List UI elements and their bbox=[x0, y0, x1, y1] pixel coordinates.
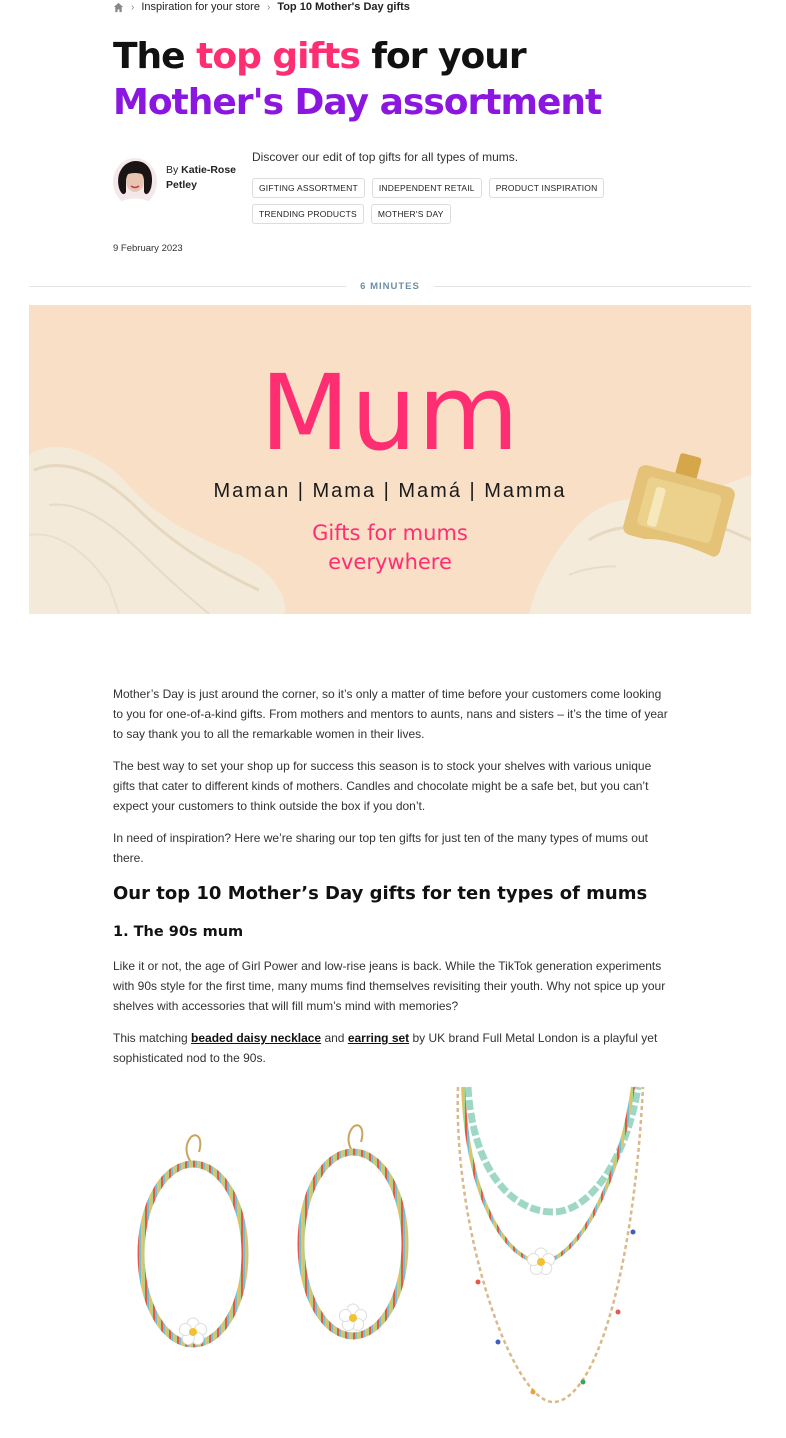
author-byline bbox=[166, 163, 246, 193]
author-portrait bbox=[113, 158, 157, 206]
hero-title: Mum bbox=[260, 352, 520, 474]
hero-tagline bbox=[29, 519, 751, 577]
hero-tagline-line1: Gifts for mums bbox=[312, 521, 468, 545]
title-part1: The bbox=[113, 36, 197, 77]
avatar[interactable] bbox=[113, 158, 157, 206]
read-time: 6 MINUTES bbox=[360, 280, 420, 292]
daisy-jewelry-illustration bbox=[113, 1082, 673, 1412]
hero-languages: Maman | Mama | Mamá | Mamma bbox=[213, 480, 567, 502]
author-block bbox=[113, 158, 246, 206]
earring-set-link[interactable]: earring set bbox=[347, 1031, 410, 1045]
article-paragraph: In need of inspiration? Here we’re sharing our top ten gifts for just ten of the many types of mums out there. bbox=[113, 831, 648, 865]
divider-line bbox=[29, 286, 346, 287]
paragraph-text: and bbox=[321, 1031, 348, 1045]
home-icon[interactable] bbox=[113, 2, 124, 13]
breadcrumb-current: Top 10 Mother's Day gifts bbox=[277, 1, 410, 13]
section-heading: Our top 10 Mother’s Day gifts for ten types of mums bbox=[113, 883, 648, 904]
title-highlight: top gifts bbox=[196, 36, 360, 77]
article-paragraph: The best way to set your shop up for success this season is to stock your shelves with various unique gifts that cater to different kinds of mothers. Candles and chocolate might be a safe bet, but you can’t expect your customers to think outside the box if you don’t. bbox=[113, 759, 652, 813]
author-name-link[interactable]: Katie-Rose Petley bbox=[166, 164, 237, 191]
title-part3: for your bbox=[359, 36, 526, 77]
chevron-right-icon: › bbox=[131, 1, 135, 13]
tag-list bbox=[252, 178, 612, 224]
subsection-heading: 1. The 90s mum bbox=[113, 924, 244, 940]
publish-date: 9 February 2023 bbox=[113, 243, 183, 254]
article-intro: Discover our edit of top gifts for all types of mums. bbox=[252, 150, 519, 164]
necklace-link[interactable]: beaded daisy necklace bbox=[191, 1031, 322, 1045]
chevron-right-icon: › bbox=[266, 1, 271, 13]
tag-gifting-assortment[interactable]: GIFTING ASSORTMENT bbox=[252, 178, 365, 198]
title-line2: Mother's Day assortment bbox=[113, 82, 602, 123]
article-paragraph bbox=[113, 1028, 673, 1068]
breadcrumb bbox=[113, 0, 410, 14]
read-time-divider bbox=[29, 279, 751, 293]
product-image bbox=[113, 1082, 673, 1412]
breadcrumb-link-inspiration[interactable]: Inspiration for your store bbox=[141, 1, 260, 13]
article-paragraph: Mother’s Day is just around the corner, so it’s only a matter of time before your customers come looking to you for one-of-a-kind gifts. From mothers and mentors to aunts, nans and sisters – it’s the time of year to say thank you to all the remarkable women in their lives. bbox=[113, 687, 668, 741]
page-title bbox=[113, 34, 753, 126]
article-paragraph: Like it or not, the age of Girl Power and low-rise jeans is back. While the TikTok generation experiments with 90s style for the first time, many mums find themselves revisiting their youth. Why not spice up your shelves with accessories that will fill mum’s mind with memories? bbox=[113, 959, 666, 1013]
paragraph-text: by UK brand Full Metal London is a playful yet sophisticated nod to the 90s. bbox=[113, 1031, 658, 1065]
tag-mothers-day[interactable]: MOTHER'S DAY bbox=[371, 204, 451, 224]
divider-line bbox=[434, 286, 751, 287]
tag-trending-products[interactable]: TRENDING PRODUCTS bbox=[252, 204, 364, 224]
paragraph-text: This matching bbox=[113, 1031, 192, 1045]
hero-banner bbox=[29, 305, 751, 614]
tag-product-inspiration[interactable]: PRODUCT INSPIRATION bbox=[489, 178, 605, 198]
hero-tagline-line2: everywhere bbox=[328, 550, 452, 574]
by-label: By bbox=[166, 164, 182, 176]
tag-independent-retail[interactable]: INDEPENDENT RETAIL bbox=[372, 178, 482, 198]
